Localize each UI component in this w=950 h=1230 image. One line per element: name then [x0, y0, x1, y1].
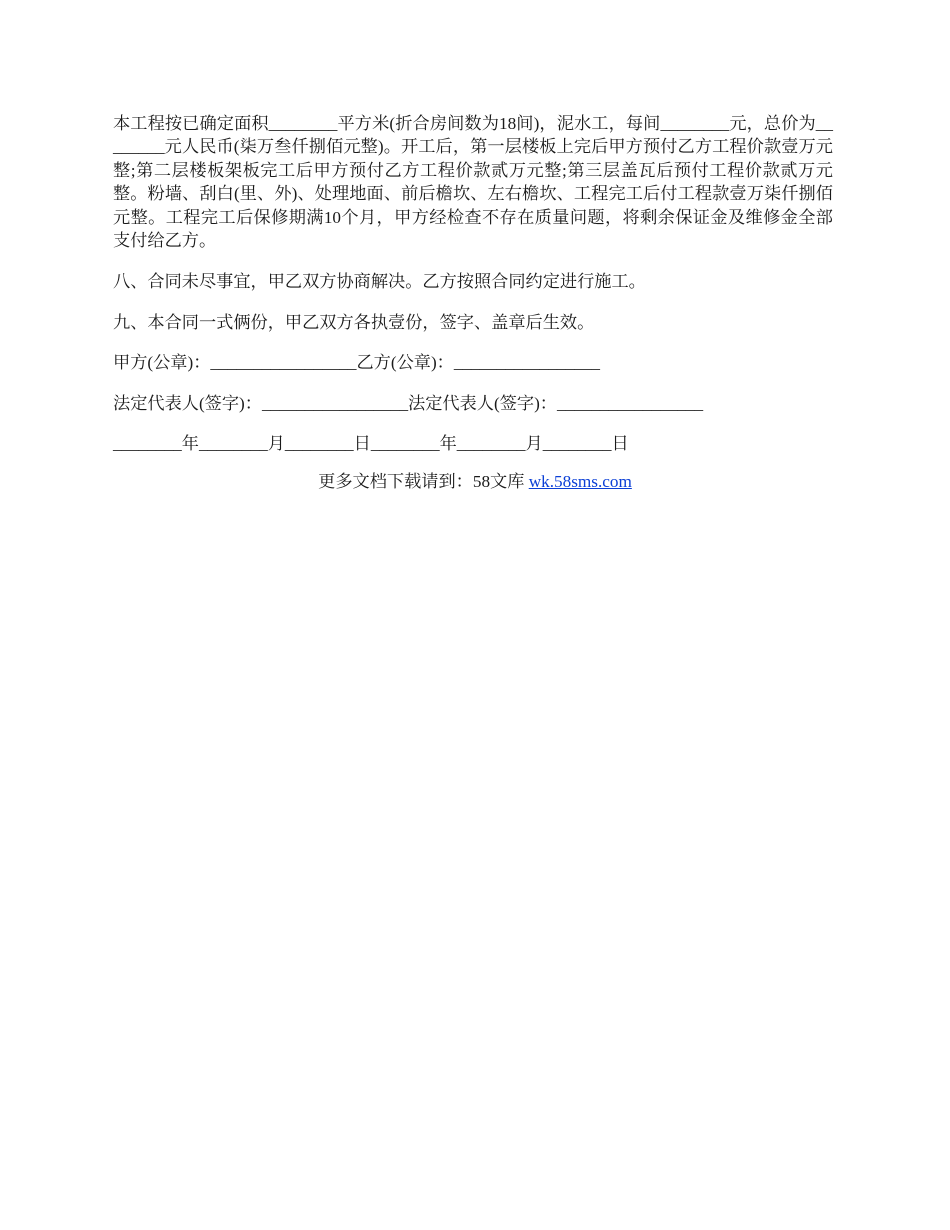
- legal-rep-signature-line: 法定代表人(签字)：_________________法定代表人(签字)：_________________: [113, 393, 704, 413]
- footer: [0, 470, 950, 493]
- clause-9: 九、本合同一式俩份，甲乙双方各执壹份，签字、盖章后生效。: [113, 312, 595, 332]
- seal-signature-line: 甲方(公章)：_________________乙方(公章)：_________________: [113, 353, 600, 373]
- clause-8: 八、合同未尽事宜，甲乙双方协商解决。乙方按照合同约定进行施工。: [113, 272, 646, 292]
- date-line: ________年________月________日________年________月________日: [113, 434, 629, 454]
- clause-payment-paragraph: 本工程按已确定面积________平方米(折合房间数为18间)，泥水工，每间________元，总价为________元人民币(柒万叁仟捌佰元整)。开工后，第一层楼板上完后甲方预付乙方工程价款壹万元整;第二层楼板架板完工后甲方预付乙方工程价款贰万元整;第三层盖瓦后预付工程价款贰万元整。粉墙、刮白(里、外)、处理地面、前后檐坎、左右檐坎、工程完工后付工程款壹万柒仟捌佰元整。工程完工后保修期满10个月，甲方经检查不存在质量问题，将剩余保证金及维修金全部支付给乙方。: [113, 114, 833, 251]
- footer-text: 更多文档下载请到：58文库: [318, 472, 529, 491]
- document-body: [113, 112, 833, 455]
- footer-link[interactable]: wk.58sms.com: [528, 472, 632, 491]
